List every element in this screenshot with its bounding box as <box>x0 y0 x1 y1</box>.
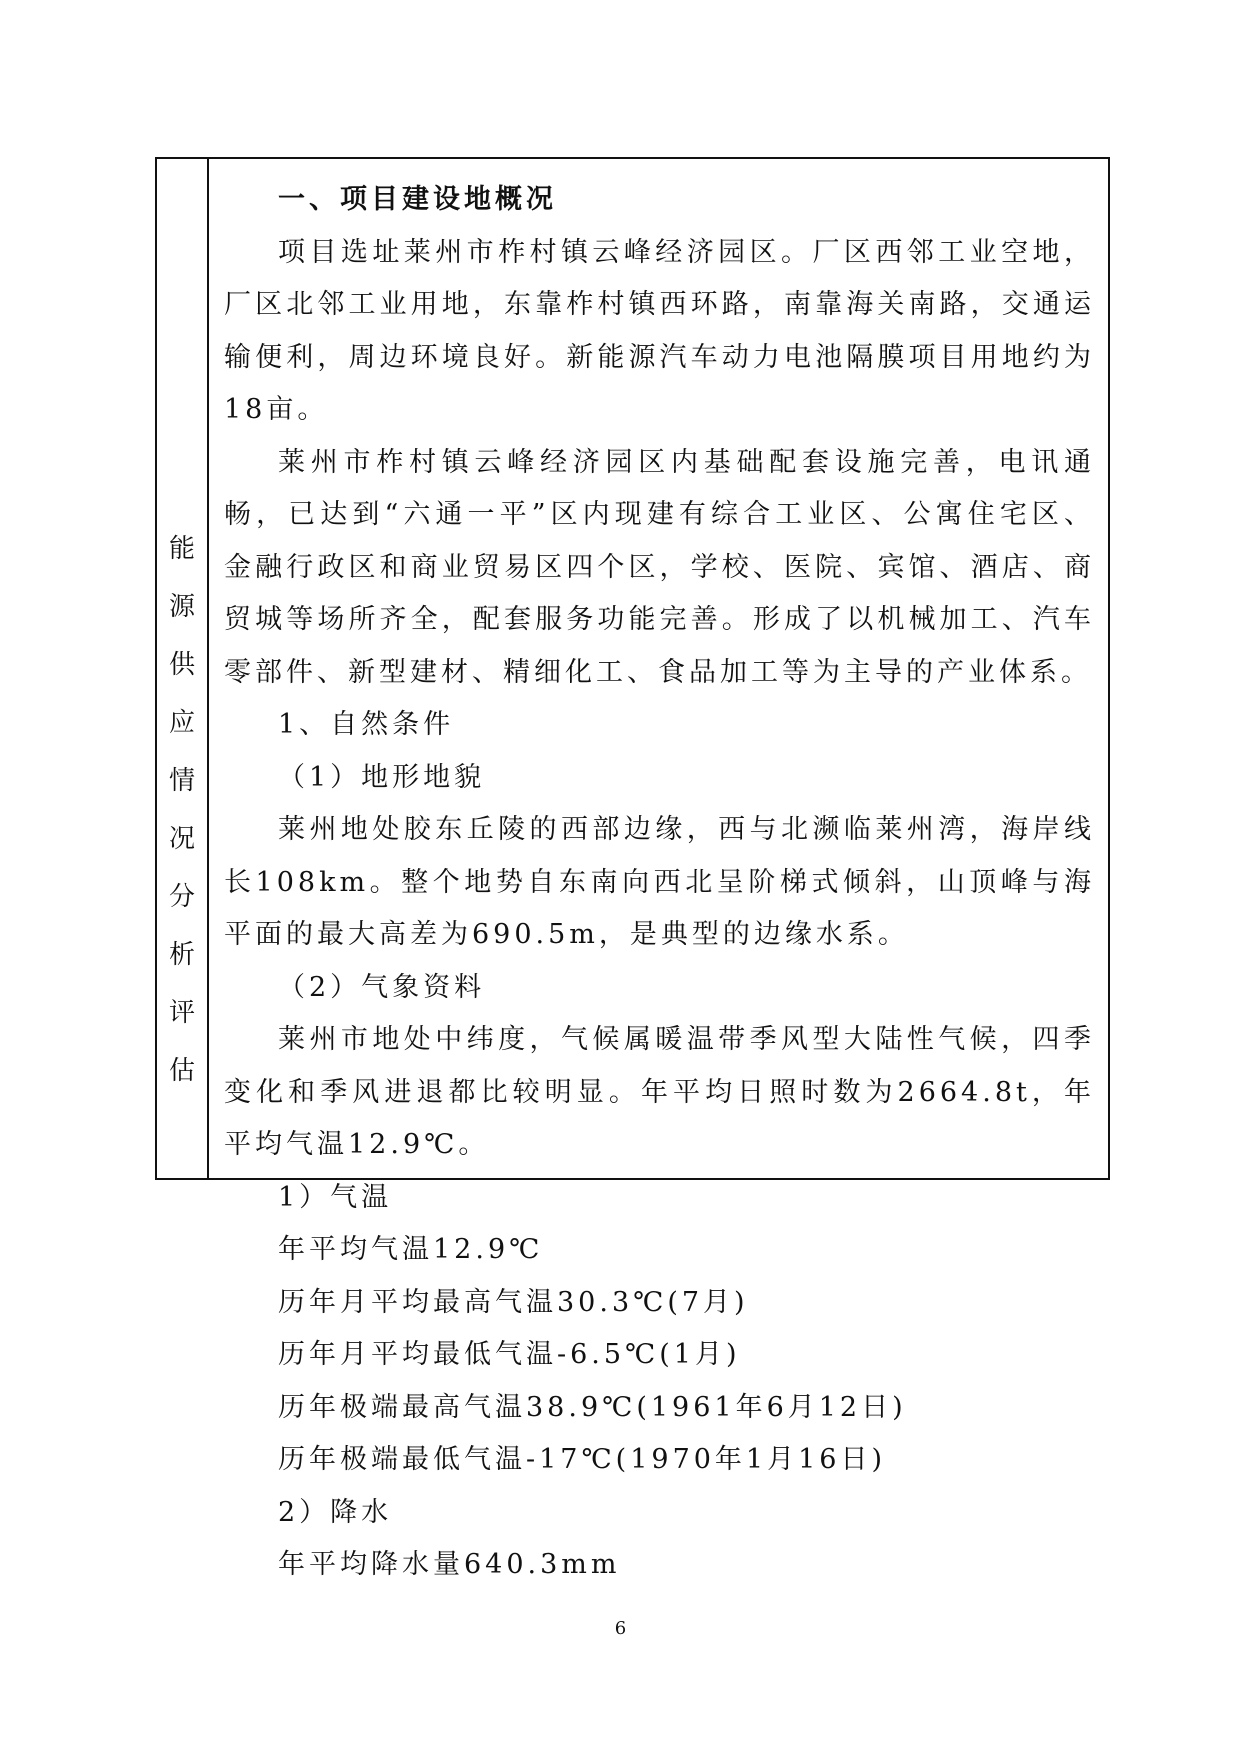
paragraph-terrain: 莱州地处胶东丘陵的西部边缘，西与北濒临莱州湾，海岸线长108km。整个地势自东南向西北呈阶梯式倾斜，山顶峰与海平面的最大高差为690.5m，是典型的边缘水系。 <box>224 814 1095 950</box>
temperature-line: 历年极端最高气温38.9℃(1961年6月12日) <box>278 1391 907 1423</box>
section-heading: 一、项目建设地概况 <box>278 184 557 215</box>
subheading-temperature: 1）气温 <box>278 1181 393 1213</box>
side-label: 能源供应情况分析评估 <box>168 534 195 1086</box>
subheading-terrain: （1）地形地貌 <box>278 761 486 793</box>
side-column <box>157 159 209 1178</box>
content-table <box>155 157 1110 1580</box>
subheading-precipitation: 2）降水 <box>278 1496 393 1528</box>
subheading-climate: （2）气象资料 <box>278 971 486 1003</box>
paragraph-site: 项目选址莱州市柞村镇云峰经济园区。厂区西邻工业空地，厂区北邻工业用地，东靠柞村镇西环路，南靠海关南路，交通运输便利，周边环境良好。新能源汽车动力电池隔膜项目用地约为18亩。 <box>224 236 1095 425</box>
temperature-line: 年平均气温12.9℃ <box>278 1234 544 1265</box>
content-cell <box>209 159 1108 1580</box>
temperature-line: 历年极端最低气温-17℃(1970年1月16日) <box>278 1444 886 1475</box>
precipitation-line: 年平均降水量640.3mm <box>278 1549 621 1580</box>
temperature-line: 历年月平均最高气温30.3℃(7月) <box>278 1286 749 1318</box>
subheading-natural: 1、自然条件 <box>278 709 455 740</box>
paragraph-park: 莱州市柞村镇云峰经济园区内基础配套设施完善，电讯通畅，已达到“六通一平”区内现建有综合工业区、公寓住宅区、金融行政区和商业贸易区四个区，学校、医院、宾馆、酒店、商贸城等场所齐全，配套服务功能完善。形成了以机械加工、汽车零部件、新型建材、精细化工、食品加工等为主导的产业体系。 <box>224 446 1095 688</box>
paragraph-climate: 莱州市地处中纬度，气候属暖温带季风型大陆性气候，四季变化和季风进退都比较明显。年平均日照时数为2664.8t，年平均气温12.9℃。 <box>224 1024 1095 1160</box>
page-number: 6 <box>614 1618 627 1639</box>
temperature-line: 历年月平均最低气温-6.5℃(1月) <box>278 1339 741 1370</box>
